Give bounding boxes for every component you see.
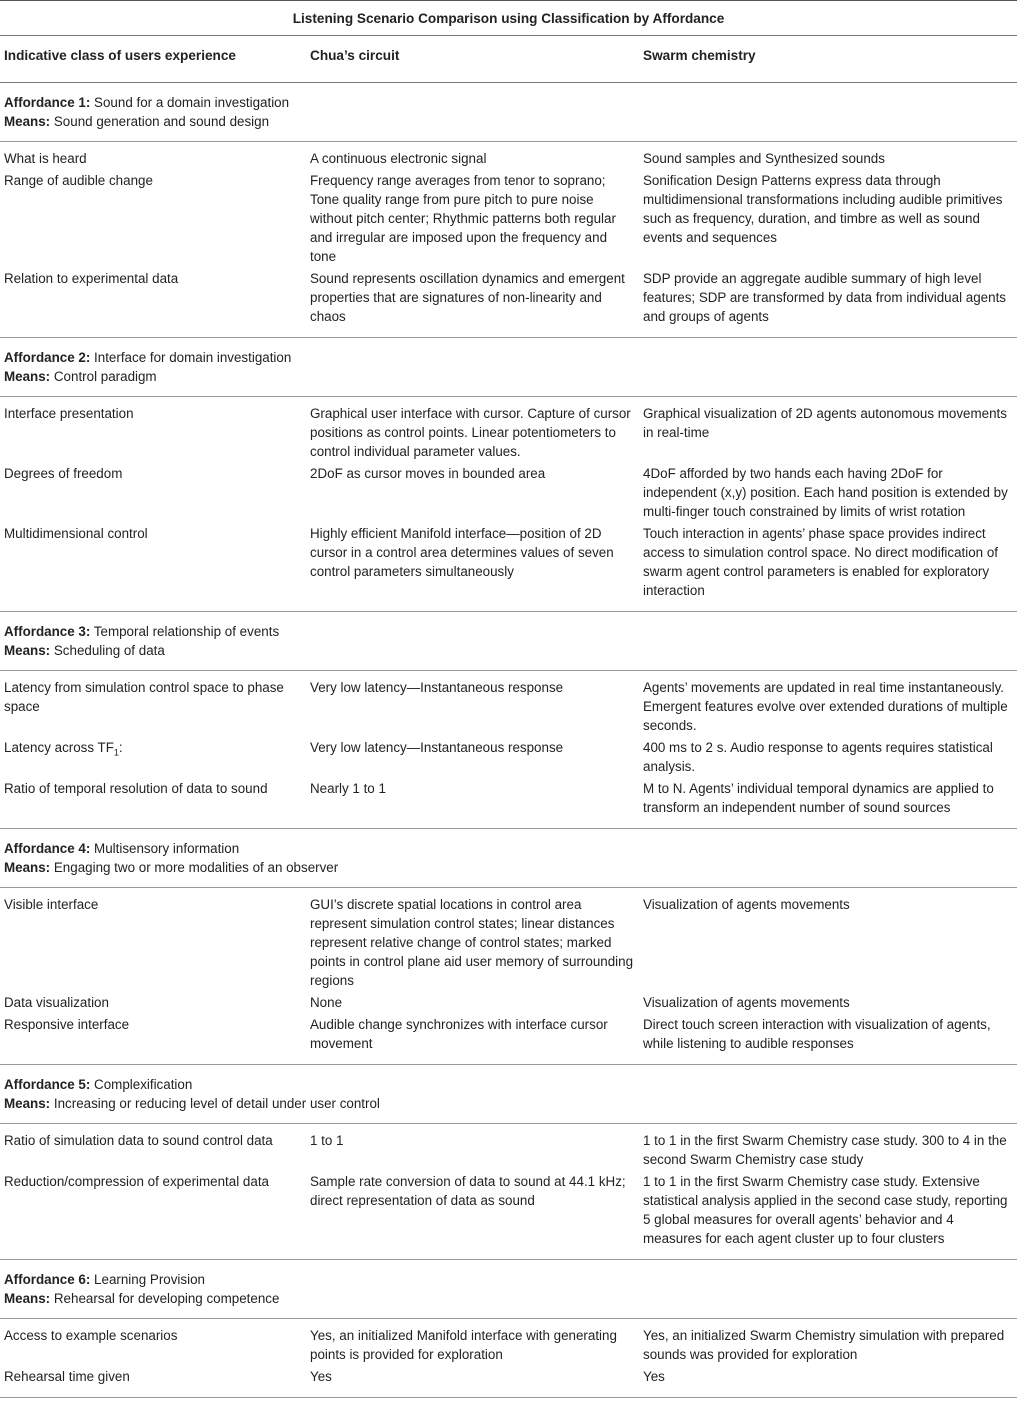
means-text: Sound generation and sound design bbox=[53, 114, 270, 129]
row-label-text: Reduction/compression of experimental data bbox=[4, 1174, 269, 1189]
row-label bbox=[0, 1172, 306, 1260]
means-line bbox=[4, 1289, 1011, 1308]
chua-cell: Frequency range averages from tenor to soprano; Tone quality range from pure pitch to pure noise without pitch center; Rhythmic patterns both regular and irregular are imposed upon the frequency and tone bbox=[310, 173, 616, 264]
affordance-text: Sound for a domain investigation bbox=[94, 95, 290, 110]
row-label-text: Access to example scenarios bbox=[4, 1328, 178, 1343]
header-swarm-chemistry: Swarm chemistry bbox=[642, 36, 1017, 83]
affordance-header-2 bbox=[0, 338, 1017, 397]
affordance-cell bbox=[0, 338, 1017, 397]
row-label-suffix: : bbox=[118, 740, 123, 755]
affordance-header-5 bbox=[0, 1065, 1017, 1124]
row-label-text: Degrees of freedom bbox=[4, 466, 123, 481]
means-label: Means: bbox=[4, 643, 51, 658]
means-line bbox=[4, 641, 1011, 660]
row-label bbox=[0, 397, 306, 465]
affordance-line bbox=[4, 1270, 1011, 1289]
means-text: Increasing or reducing level of detail under user control bbox=[53, 1096, 380, 1111]
affordance-line bbox=[4, 839, 1011, 858]
row-label-text: Interface presentation bbox=[4, 406, 134, 421]
table-row bbox=[0, 1015, 1017, 1065]
row-label bbox=[0, 464, 306, 524]
table-body bbox=[0, 83, 1017, 1398]
affordance-line bbox=[4, 348, 1011, 367]
row-label-text: Ratio of simulation data to sound control data bbox=[4, 1133, 273, 1148]
chua-cell: A continuous electronic signal bbox=[310, 151, 487, 166]
affordance-text: Complexification bbox=[94, 1077, 193, 1092]
affordance-label: Affordance 3: bbox=[4, 624, 91, 639]
means-label: Means: bbox=[4, 369, 51, 384]
affordance-header-1 bbox=[0, 83, 1017, 142]
chua-cell: None bbox=[310, 995, 343, 1010]
row-label-text: Ratio of temporal resolution of data to sound bbox=[4, 781, 268, 796]
swarm-cell: Direct touch screen interaction with visualization of agents, while listening to audible responses bbox=[642, 1015, 1017, 1065]
means-text: Rehearsal for developing competence bbox=[53, 1291, 280, 1306]
chua-cell: Yes bbox=[306, 1367, 642, 1398]
row-label-text: Responsive interface bbox=[4, 1017, 130, 1032]
affordance-text: Temporal relationship of events bbox=[93, 624, 280, 639]
swarm-cell: 400 ms to 2 s. Audio response to agents requires statistical analysis. bbox=[643, 740, 993, 774]
row-label-text: Data visualization bbox=[4, 995, 109, 1010]
table-row bbox=[0, 993, 1017, 1015]
table-row bbox=[0, 738, 1017, 779]
chua-cell: 1 to 1 bbox=[310, 1133, 344, 1148]
swarm-cell: Sonification Design Patterns express data through multidimensional transformations including audible primitives such as frequency, duration, and timbre as well as sound events and sequences bbox=[643, 173, 1003, 245]
row-label bbox=[0, 779, 306, 829]
chua-cell: GUI’s discrete spatial locations in control area represent simulation control states; linear distances represent relative change of control states; marked points in control plane aid user memory of surrounding regions bbox=[310, 897, 634, 988]
swarm-cell: Sound samples and Synthesized sounds bbox=[643, 151, 885, 166]
swarm-cell: Visualization of agents movements bbox=[643, 897, 850, 912]
table-row bbox=[0, 1319, 1017, 1368]
affordance-header-3 bbox=[0, 612, 1017, 671]
row-label bbox=[0, 993, 306, 1015]
row-label-text: Multidimensional control bbox=[4, 526, 148, 541]
row-label bbox=[0, 888, 306, 994]
means-text: Engaging two or more modalities of an observer bbox=[53, 860, 339, 875]
affordance-cell bbox=[0, 83, 1017, 142]
table-row bbox=[0, 671, 1017, 739]
row-label bbox=[0, 1319, 306, 1368]
means-label: Means: bbox=[4, 860, 51, 875]
affordance-label: Affordance 2: bbox=[4, 350, 91, 365]
table-row bbox=[0, 142, 1017, 172]
chua-cell: Highly efficient Manifold interface—position of 2D cursor in a control area determines values of seven control parameters simultaneously bbox=[306, 524, 642, 612]
affordance-cell bbox=[0, 1065, 1017, 1124]
chua-cell: Very low latency—Instantaneous response bbox=[310, 740, 564, 755]
affordance-label: Affordance 1: bbox=[4, 95, 91, 110]
table-row bbox=[0, 524, 1017, 612]
comparison-table bbox=[0, 36, 1017, 1398]
means-label: Means: bbox=[4, 1291, 51, 1306]
affordance-cell bbox=[0, 1260, 1017, 1319]
swarm-cell: M to N. Agents’ individual temporal dynamics are applied to transform an independent number of sound sources bbox=[642, 779, 1017, 829]
table-row bbox=[0, 1124, 1017, 1173]
means-label: Means: bbox=[4, 1096, 51, 1111]
row-label bbox=[0, 142, 306, 172]
row-label bbox=[0, 1124, 306, 1173]
chua-cell: Yes, an initialized Manifold interface with generating points is provided for exploration bbox=[310, 1328, 617, 1362]
table-row bbox=[0, 269, 1017, 338]
affordance-line bbox=[4, 93, 1011, 112]
swarm-cell: Touch interaction in agents’ phase space provides indirect access to simulation control space. No direct modification of swarm agent control parameters is enabled for exploratory interaction bbox=[642, 524, 1017, 612]
affordance-text: Interface for domain investigation bbox=[94, 350, 292, 365]
row-label bbox=[0, 671, 306, 739]
affordance-label: Affordance 4: bbox=[4, 841, 91, 856]
means-line bbox=[4, 1094, 1011, 1113]
row-label bbox=[0, 738, 306, 779]
means-line bbox=[4, 367, 1011, 386]
affordance-header-4 bbox=[0, 829, 1017, 888]
row-label bbox=[0, 269, 306, 338]
row-label bbox=[0, 1367, 306, 1398]
affordance-text: Learning Provision bbox=[94, 1272, 205, 1287]
header-users-experience: Indicative class of users experience bbox=[0, 36, 306, 83]
swarm-cell: 4DoF afforded by two hands each having 2DoF for independent (x,y) position. Each hand position is extended by multi-finger touch constrained by limits of wrist rotation bbox=[643, 466, 1008, 519]
affordance-label: Affordance 5: bbox=[4, 1077, 91, 1092]
table-row bbox=[0, 1172, 1017, 1260]
swarm-cell: Agents’ movements are updated in real time instantaneously. Emergent features evolve over extended durations of multiple seconds. bbox=[643, 680, 1008, 733]
row-label-subscript: 1 bbox=[113, 747, 119, 758]
row-label-text: Range of audible change bbox=[4, 173, 153, 188]
means-label: Means: bbox=[4, 114, 51, 129]
header-chua-circuit: Chua’s circuit bbox=[306, 36, 642, 83]
row-label-text: Latency across TF bbox=[4, 740, 114, 755]
row-label-text: Visible interface bbox=[4, 897, 99, 912]
table-title: Listening Scenario Comparison using Classification by Affordance bbox=[0, 0, 1017, 36]
row-label-text: What is heard bbox=[4, 151, 87, 166]
row-label-text: Rehearsal time given bbox=[4, 1369, 130, 1384]
affordance-cell bbox=[0, 612, 1017, 671]
row-label bbox=[0, 524, 306, 612]
affordance-text: Multisensory information bbox=[94, 841, 240, 856]
swarm-cell: 1 to 1 in the first Swarm Chemistry case study. 300 to 4 in the second Swarm Chemistry case study bbox=[643, 1133, 1007, 1167]
table-row bbox=[0, 1367, 1017, 1398]
swarm-cell: 1 to 1 in the first Swarm Chemistry case study. Extensive statistical analysis applied in the second case study, reporting 5 global measures for overall agents’ behavior and 4 measures for each agent cluster up to four clusters bbox=[642, 1172, 1017, 1260]
swarm-cell: Graphical visualization of 2D agents autonomous movements in real-time bbox=[643, 406, 1007, 440]
row-label-text: Relation to experimental data bbox=[4, 271, 179, 286]
table-row bbox=[0, 888, 1017, 994]
chua-cell: Very low latency—Instantaneous response bbox=[310, 680, 564, 695]
means-text: Control paradigm bbox=[53, 369, 157, 384]
chua-cell: Graphical user interface with cursor. Capture of cursor positions as control points. Linear potentiometers to control individual parameter values. bbox=[310, 406, 631, 459]
chua-cell: 2DoF as cursor moves in bounded area bbox=[310, 466, 546, 481]
means-line bbox=[4, 858, 1011, 877]
swarm-cell: SDP provide an aggregate audible summary of high level features; SDP are transformed by data from individual agents and groups of agents bbox=[642, 269, 1017, 338]
table-row bbox=[0, 464, 1017, 524]
table-row bbox=[0, 779, 1017, 829]
means-line bbox=[4, 112, 1011, 131]
affordance-line bbox=[4, 622, 1011, 641]
table-row bbox=[0, 397, 1017, 465]
row-label-text: Latency from simulation control space to phase space bbox=[4, 680, 284, 714]
affordance-line bbox=[4, 1075, 1011, 1094]
swarm-cell: Yes bbox=[642, 1367, 1017, 1398]
chua-cell: Sample rate conversion of data to sound at 44.1 kHz; direct representation of data as sound bbox=[306, 1172, 642, 1260]
chua-cell: Audible change synchronizes with interface cursor movement bbox=[306, 1015, 642, 1065]
swarm-cell: Yes, an initialized Swarm Chemistry simulation with prepared sounds was provided for exploration bbox=[643, 1328, 1005, 1362]
chua-cell: Sound represents oscillation dynamics and emergent properties that are signatures of non-linearity and chaos bbox=[306, 269, 642, 338]
table-row bbox=[0, 171, 1017, 269]
swarm-cell: Visualization of agents movements bbox=[643, 995, 850, 1010]
affordance-header-6 bbox=[0, 1260, 1017, 1319]
means-text: Scheduling of data bbox=[53, 643, 165, 658]
chua-cell: Nearly 1 to 1 bbox=[306, 779, 642, 829]
row-label bbox=[0, 1015, 306, 1065]
header-row bbox=[0, 36, 1017, 83]
row-label bbox=[0, 171, 306, 269]
affordance-cell bbox=[0, 829, 1017, 888]
affordance-label: Affordance 6: bbox=[4, 1272, 91, 1287]
